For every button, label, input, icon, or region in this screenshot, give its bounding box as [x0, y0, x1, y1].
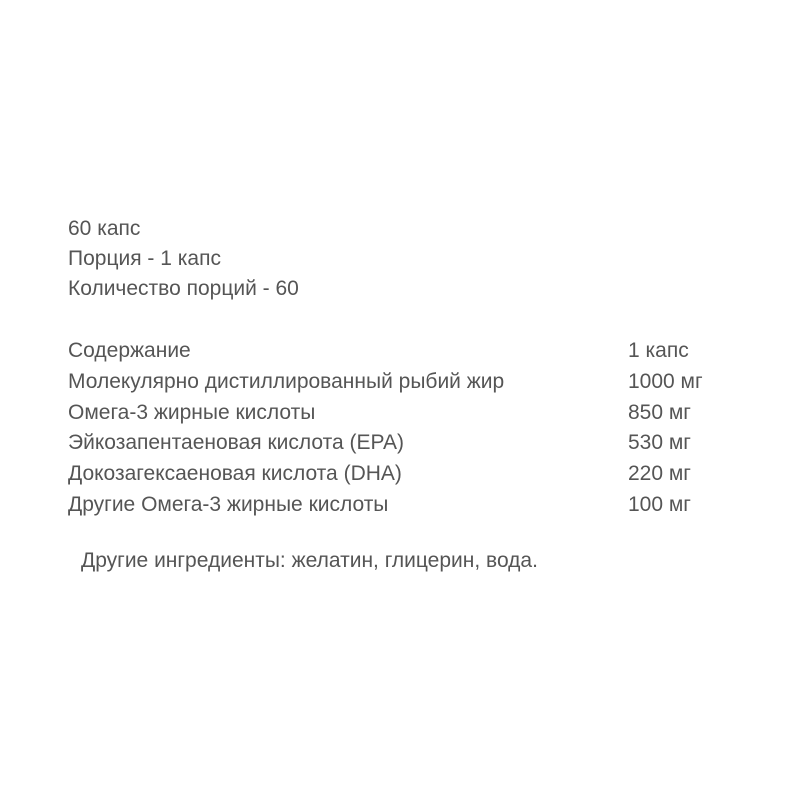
package-info — [68, 214, 299, 304]
table-row — [68, 459, 703, 490]
other-ingredients: Другие ингредиенты: желатин, глицерин, вода. — [81, 549, 538, 572]
table-row — [68, 490, 703, 521]
ingredient-amount: 1000 мг — [628, 369, 703, 393]
ingredient-amount: 530 мг — [628, 431, 691, 455]
ingredient-amount: 100 мг — [628, 492, 691, 516]
composition-table — [68, 336, 703, 521]
ingredient-name: Докозагексаеновая кислота (DHA) — [68, 462, 402, 486]
table-row — [68, 367, 703, 398]
composition-header-row — [68, 336, 703, 367]
capsule-count: 60 капс — [68, 217, 141, 240]
composition-header-amount: 1 капс — [628, 339, 689, 362]
ingredient-name: Омега-3 жирные кислоты — [68, 400, 316, 424]
ingredient-name: Эйкозапентаеновая кислота (EPA) — [68, 431, 404, 455]
ingredient-amount: 220 мг — [628, 462, 691, 486]
ingredient-amount: 850 мг — [628, 400, 691, 424]
servings-per-container: Количество порций - 60 — [68, 277, 299, 300]
composition-header-name: Содержание — [68, 339, 191, 362]
ingredient-name: Другие Омега-3 жирные кислоты — [68, 492, 389, 516]
table-row — [68, 428, 703, 459]
ingredient-name: Молекулярно дистиллированный рыбий жир — [68, 369, 505, 393]
table-row — [68, 398, 703, 429]
serving-size: Порция - 1 капс — [68, 247, 221, 270]
